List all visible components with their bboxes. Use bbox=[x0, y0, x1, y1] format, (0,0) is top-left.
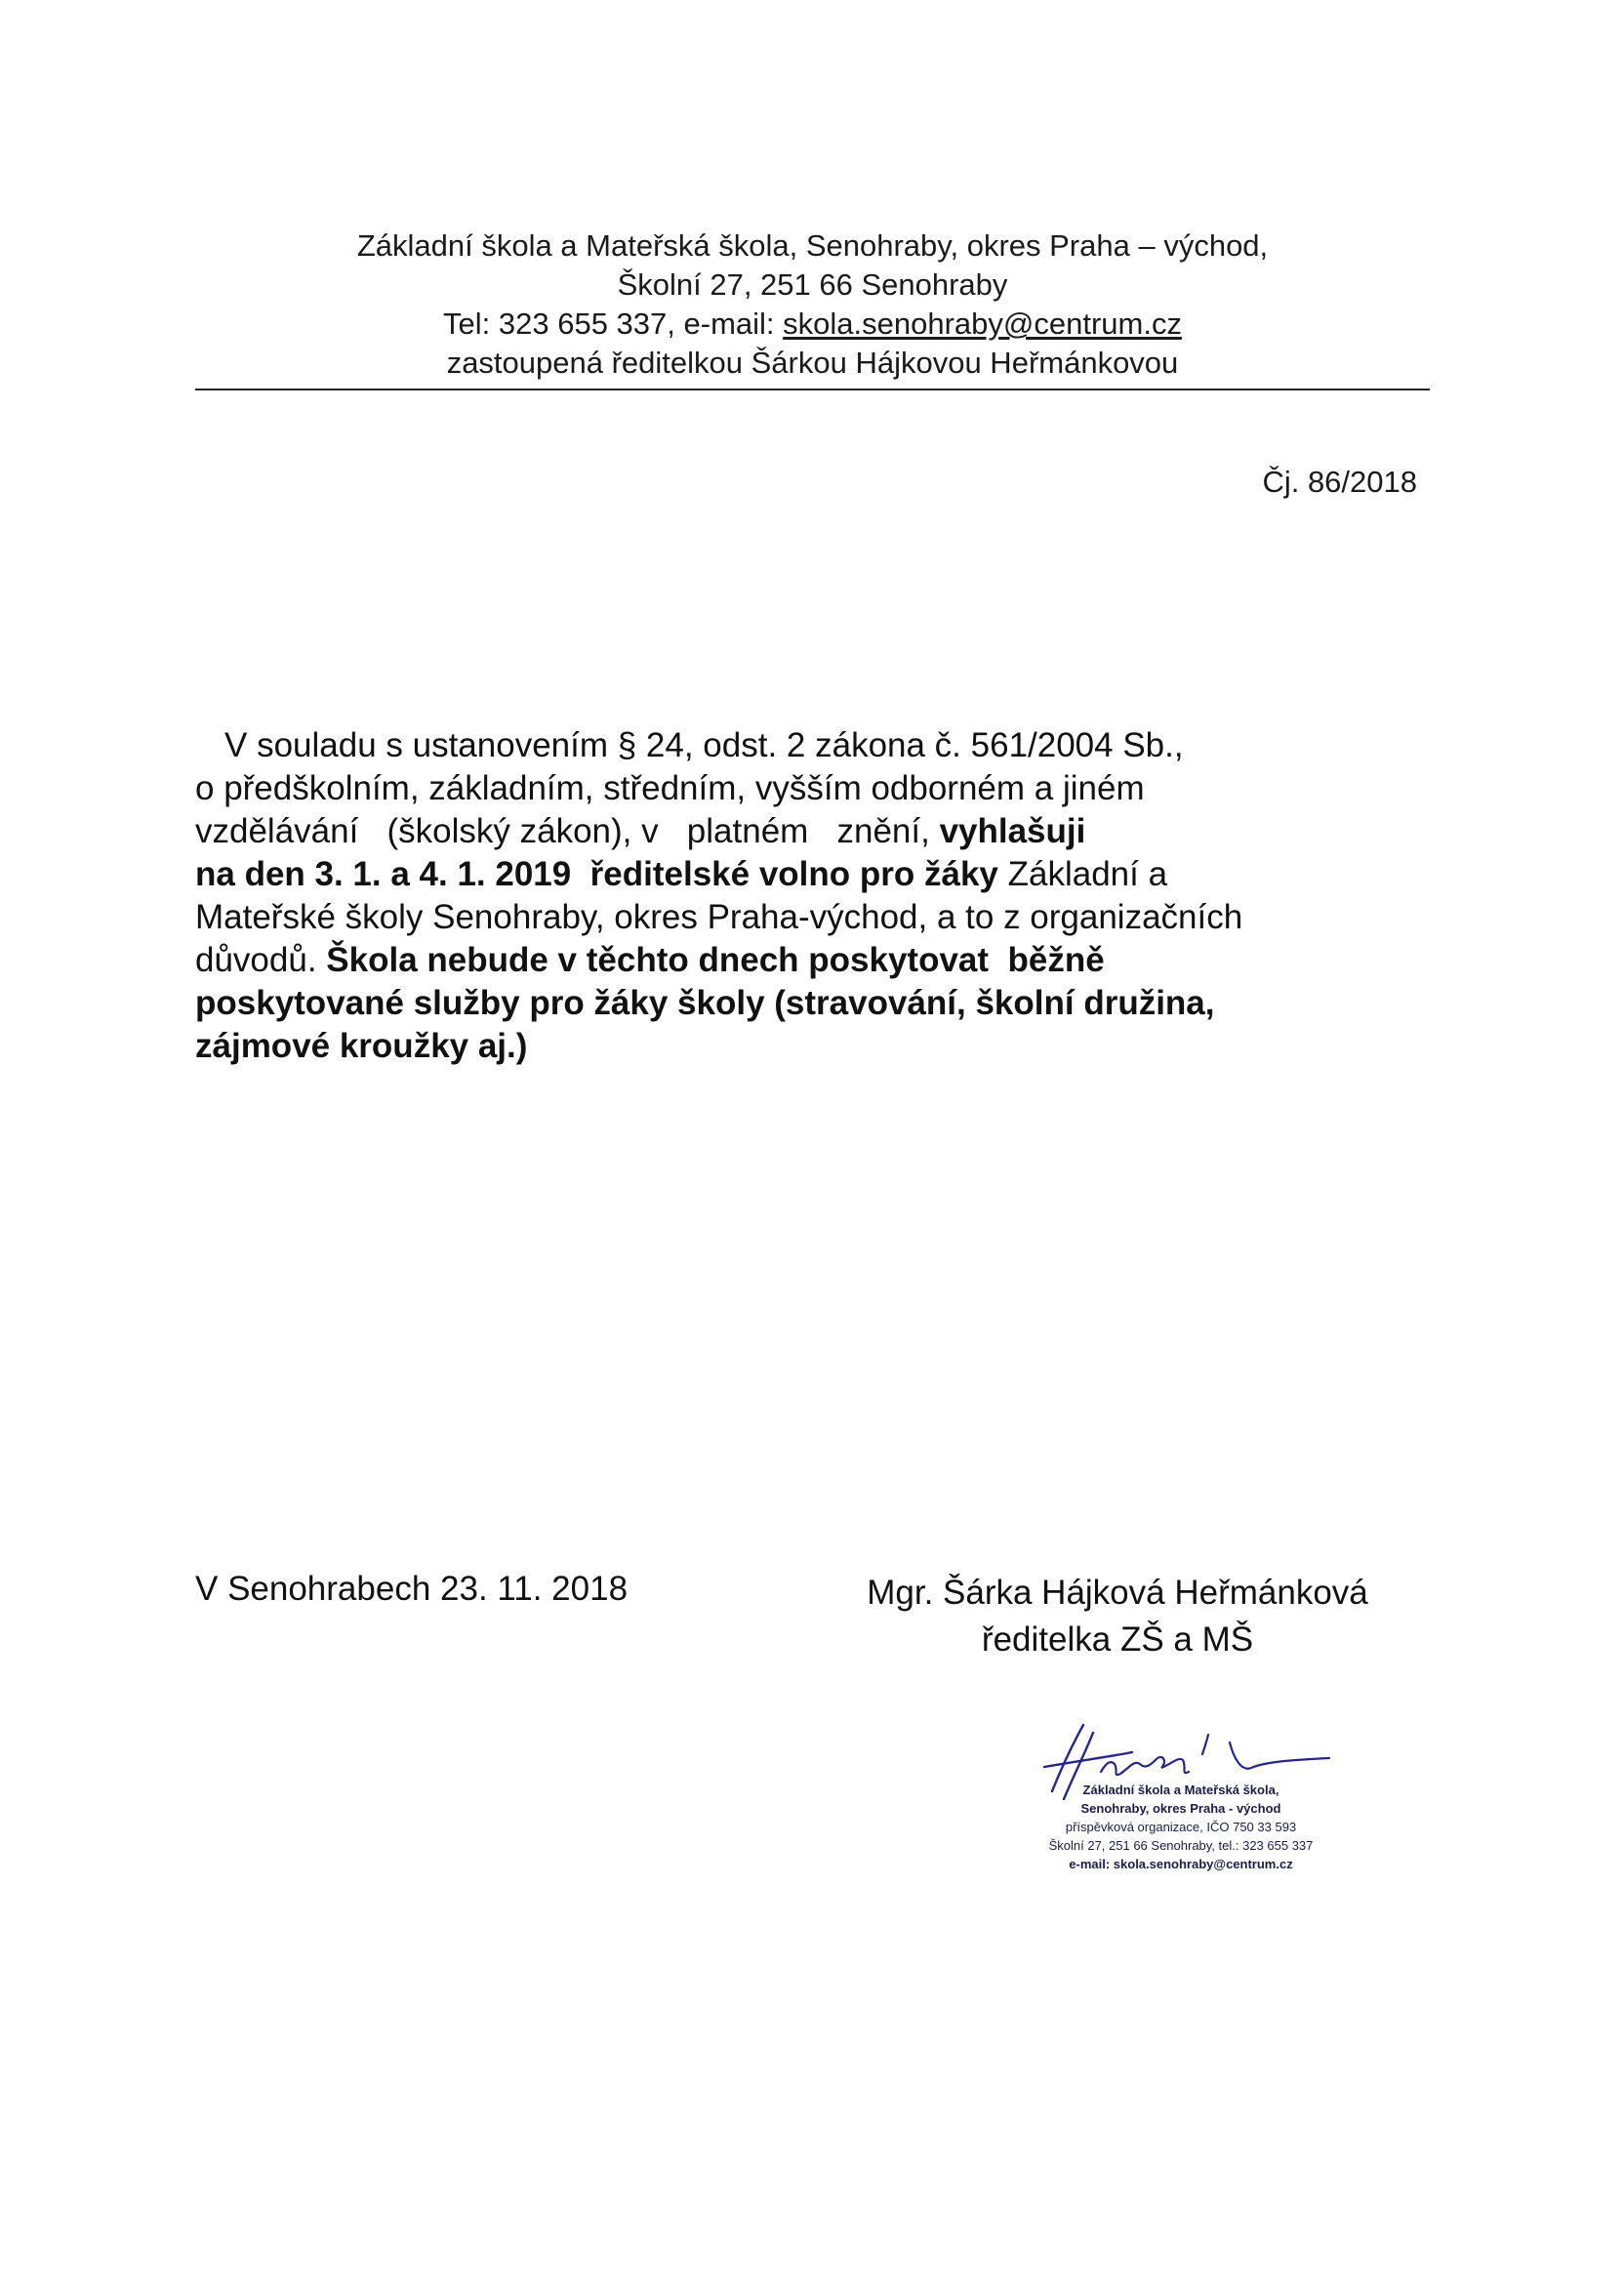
header-divider bbox=[195, 389, 1430, 390]
signature-stroke-2 bbox=[1101, 1757, 1189, 1775]
body-line-6 bbox=[195, 939, 1347, 982]
body-line-5: Mateřské školy Senohraby, okres Praha-východ, a to z organizačních bbox=[195, 898, 1243, 936]
stamp-line-5: e-mail: skola.senohraby@centrum.cz bbox=[1069, 1857, 1293, 1871]
body-line-4-bold: na den 3. 1. a 4. 1. 2019 ředitelské volno pro žáky bbox=[195, 855, 998, 893]
signatory-title: ředitelka ZŠ a MŠ bbox=[981, 1620, 1254, 1659]
body-line-3 bbox=[195, 810, 1347, 853]
stamp-line-1: Základní škola a Mateřská škola, bbox=[1082, 1783, 1279, 1797]
stamp-line-3: příspěvková organizace, IČO 750 33 593 bbox=[1065, 1820, 1297, 1834]
body-line-4-text: Základní a bbox=[997, 855, 1168, 893]
letterhead-address: Školní 27, 251 66 Senohraby bbox=[617, 267, 1008, 302]
stamp-line-2: Senohraby, okres Praha - východ bbox=[1080, 1801, 1281, 1816]
letterhead-representative: zastoupená ředitelkou Šárkou Hájkovou Heřmánkovou bbox=[446, 346, 1179, 380]
body-line-3-bold: vyhlašuji bbox=[939, 812, 1086, 850]
reference-number: Čj. 86/2018 bbox=[1262, 465, 1417, 499]
letterhead-email-link[interactable]: skola.senohraby@centrum.cz bbox=[783, 307, 1182, 341]
body-line-1: V souladu s ustanovením § 24, odst. 2 zákona č. 561/2004 Sb., bbox=[224, 726, 1184, 764]
place-and-date: V Senohrabech 23. 11. 2018 bbox=[195, 1570, 629, 1608]
signatory-block bbox=[830, 1570, 1405, 1663]
body-line-2: o předškolním, základním, středním, vyšším odborném a jiném bbox=[195, 769, 1145, 807]
letterhead-contact bbox=[195, 305, 1430, 344]
signatory-name: Mgr. Šárka Hájková Heřmánková bbox=[867, 1574, 1368, 1612]
stamp-line-4: Školní 27, 251 66 Senohraby, tel.: 323 655 337 bbox=[1048, 1838, 1314, 1853]
body-line-8-bold: zájmové kroužky aj.) bbox=[195, 1027, 528, 1065]
signature-stroke-3 bbox=[1202, 1735, 1329, 1769]
official-stamp bbox=[995, 1781, 1366, 1873]
letterhead bbox=[195, 226, 1430, 383]
body-line-3-text: vzdělávání (školský zákon), v platném znění, bbox=[195, 812, 940, 850]
body-line-7-bold: poskytované služby pro žáky školy (stravování, školní družina, bbox=[195, 984, 1215, 1022]
body-line-6-text: důvodů. bbox=[195, 941, 327, 979]
body-line-4 bbox=[195, 853, 1347, 896]
letterhead-phone: Tel: 323 655 337, e-mail: bbox=[443, 307, 784, 341]
body-line-8 bbox=[195, 1025, 1347, 1068]
body-line-6-bold: Škola nebude v těchto dnech poskytovat běžně bbox=[326, 941, 1105, 979]
letterhead-school-name: Základní škola a Mateřská škola, Senohraby, okres Praha – východ, bbox=[356, 228, 1269, 263]
body-line-7 bbox=[195, 982, 1347, 1025]
announcement-body bbox=[195, 724, 1347, 1068]
